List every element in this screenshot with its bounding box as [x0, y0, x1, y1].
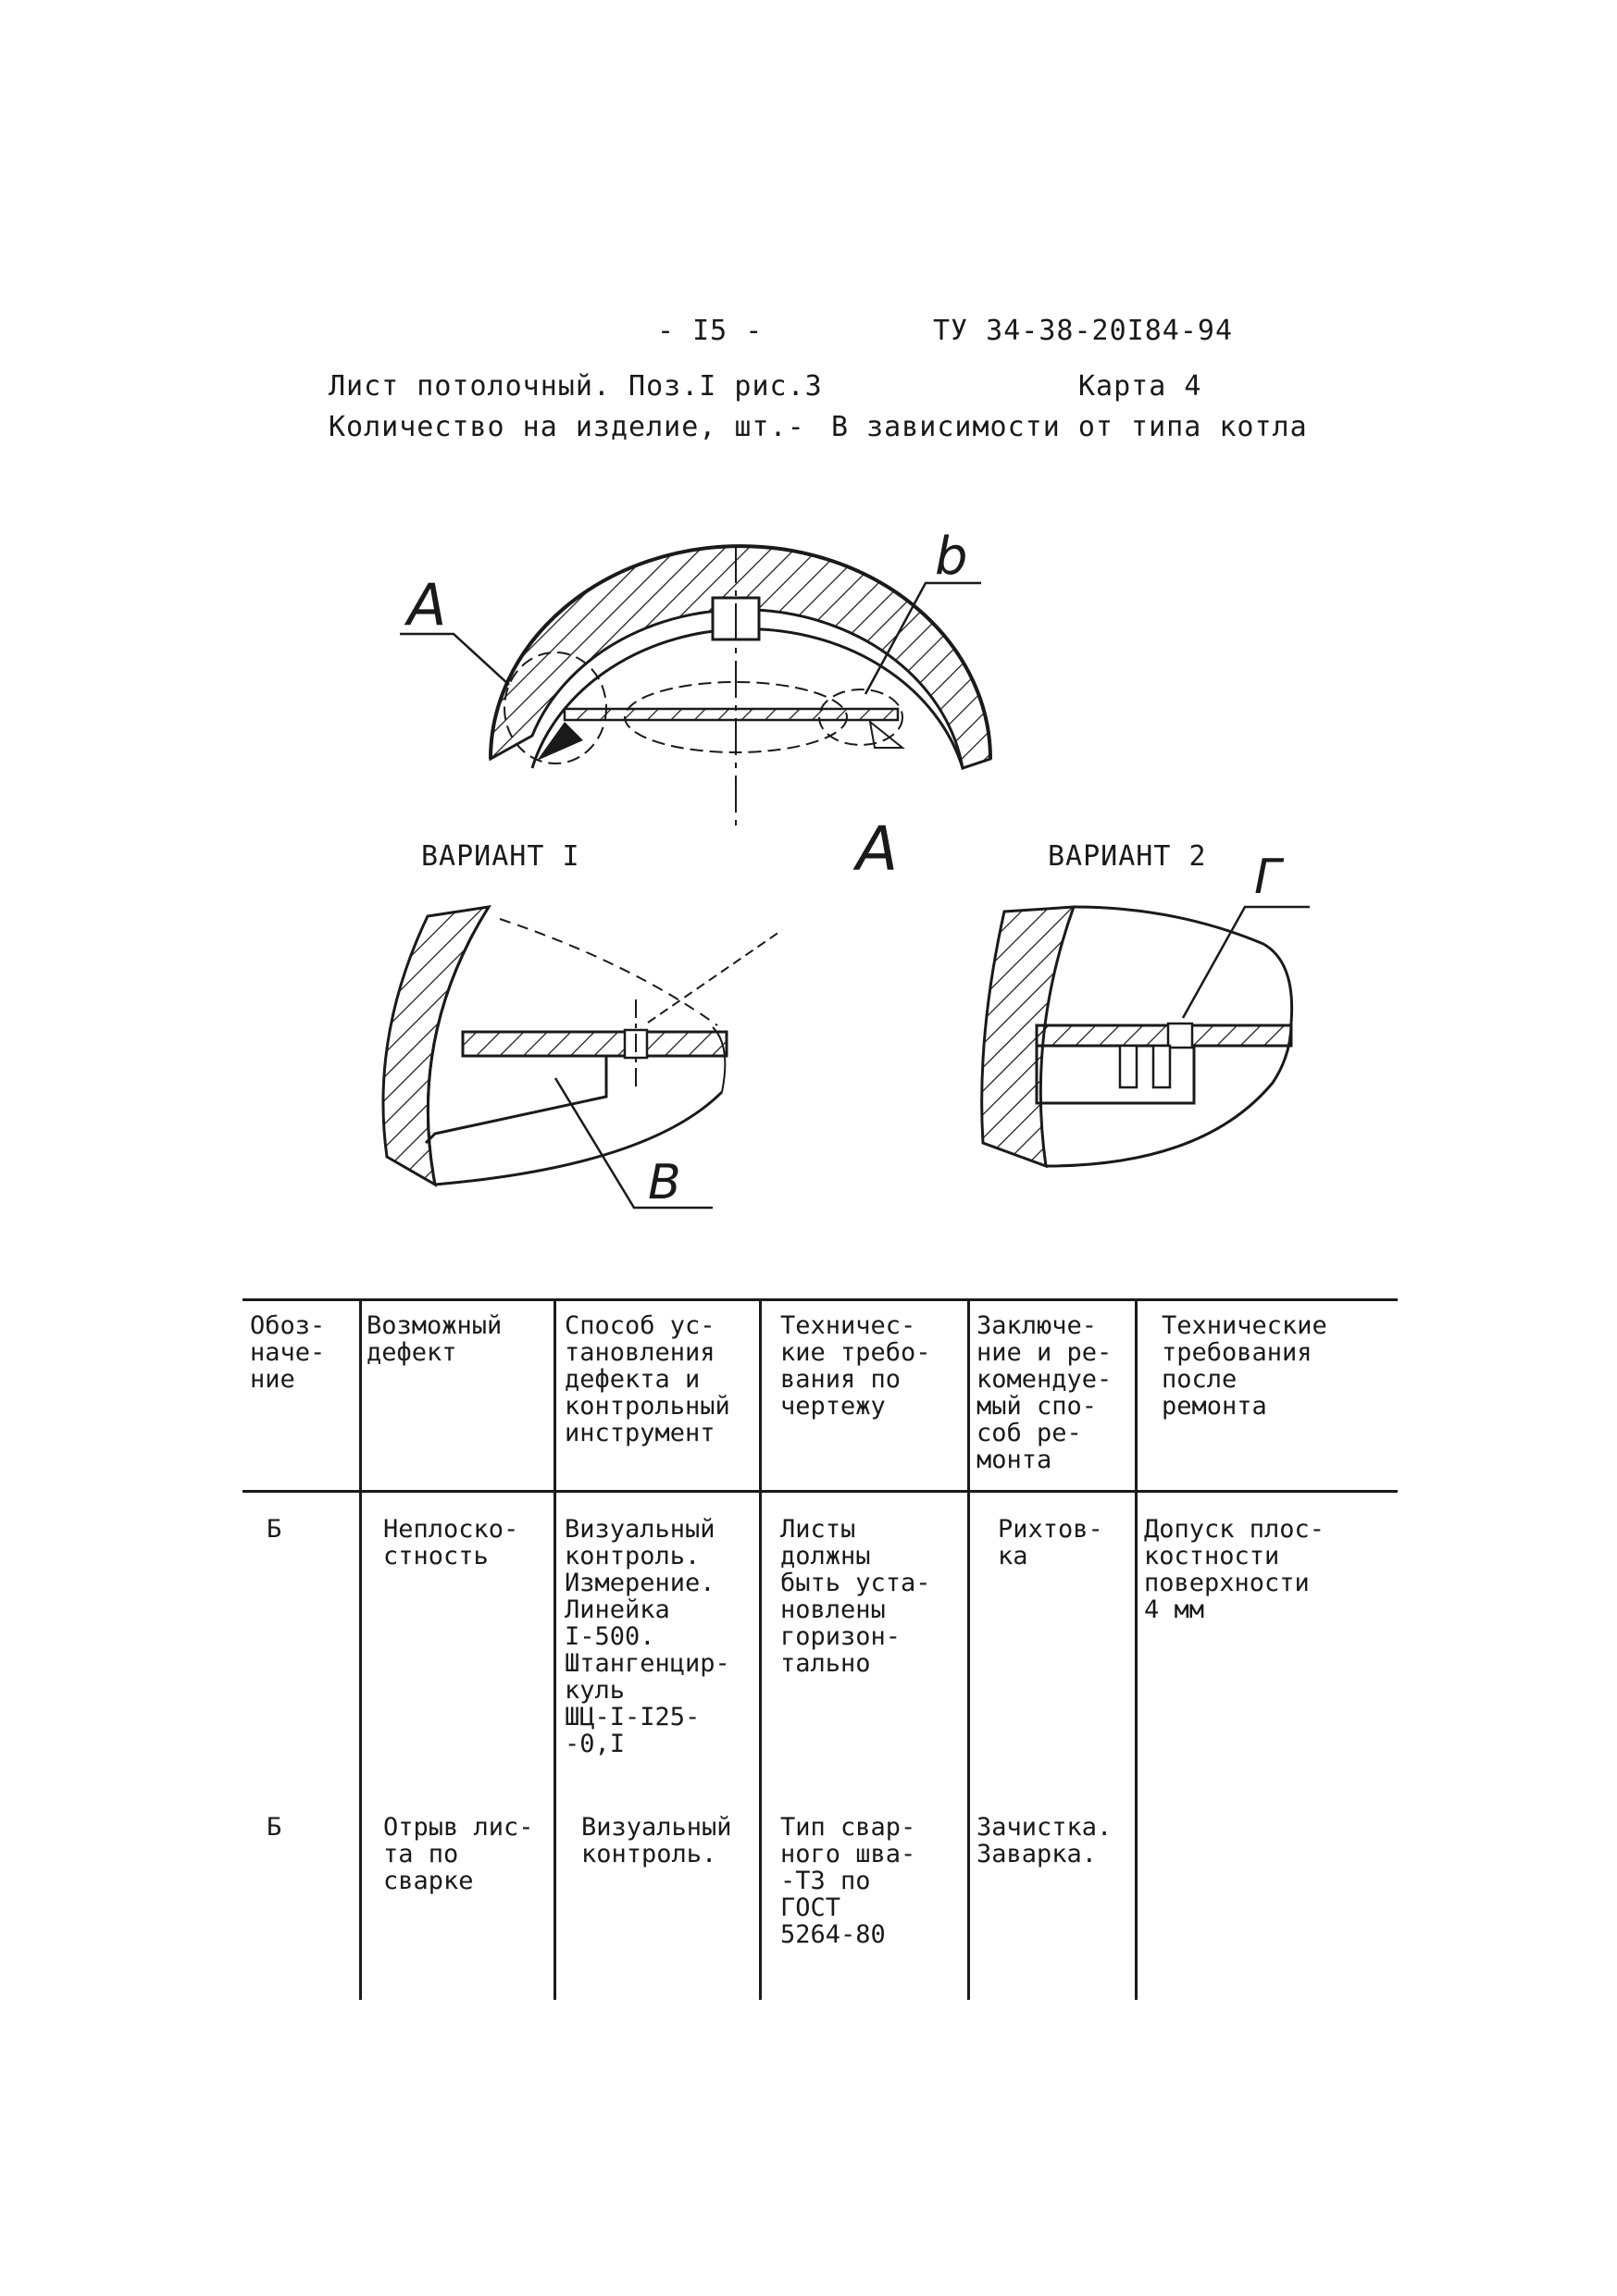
row-2-conclusion: Зачистка. Заварка.	[976, 1813, 1113, 1868]
variant-2-detail	[982, 907, 1310, 1166]
variant-1-detail	[383, 907, 782, 1208]
main-section-view	[400, 546, 990, 833]
row-1-defect: Неплоско- стность	[383, 1515, 519, 1570]
column-divider	[359, 1298, 362, 2000]
column-divider	[554, 1298, 556, 2000]
callout-b: b	[935, 527, 968, 587]
row-2-detection-method: Визуальный контроль.	[581, 1813, 732, 1868]
table-header-rule	[243, 1490, 1398, 1493]
header-drawing-requirements: Техничес- кие требо- вания по чертежу	[780, 1311, 931, 1421]
header-conclusion: Заключе- ние и ре- комендуе- мый спо- соб ре- монта	[976, 1311, 1113, 1474]
row-1-post-repair-requirements: Допуск плос- костности поверхности 4 мм	[1144, 1515, 1325, 1624]
quantity-value: В зависимости от типа котла	[831, 411, 1308, 443]
row-2-defect: Отрыв лис- та по сварке	[383, 1813, 534, 1895]
technical-drawing	[0, 518, 1617, 1447]
detail-view-label: A	[856, 813, 899, 885]
card-number: Карта 4	[1078, 370, 1202, 403]
quantity-label: Количество на изделие, шт.-	[329, 411, 805, 443]
part-title: Лист потолочный. Поз.I рис.3	[329, 370, 823, 403]
header-detection-method: Способ ус- тановления дефекта и контрольный инструмент	[565, 1311, 730, 1447]
variant-1-title: ВАРИАНТ I	[421, 840, 580, 873]
row-1-drawing-requirements: Листы должны быть уста- новлены горизон- тально	[780, 1515, 931, 1678]
callout-g: Г	[1254, 850, 1281, 905]
column-divider	[967, 1298, 970, 2000]
document-code: ТУ 34-38-20I84-94	[933, 315, 1234, 347]
page-number: - I5 -	[657, 315, 764, 347]
callout-v: В	[648, 1155, 681, 1210]
row-1-detection-method: Визуальный контроль. Измерение. Линейка I-500. Штангенцир- куль ШЦ-I-I25- -0,I	[565, 1515, 730, 1758]
row-2-drawing-requirements: Тип свар- ного шва- -ТЗ по ГОСТ 5264-80	[780, 1813, 916, 1949]
row-2-designation: Б	[267, 1813, 282, 1842]
column-divider	[1135, 1298, 1138, 2000]
header-defect: Возможный дефект	[367, 1311, 503, 1367]
row-1-conclusion: Рихтов- ка	[998, 1515, 1103, 1570]
header-designation: Обоз- наче- ние	[250, 1311, 326, 1394]
header-post-repair-requirements: Технические требования после ремонта	[1162, 1311, 1327, 1421]
callout-a: A	[407, 571, 447, 639]
row-1-designation: Б	[267, 1515, 282, 1544]
column-divider	[759, 1298, 762, 2000]
table-top-rule	[243, 1298, 1398, 1301]
variant-2-title: ВАРИАНТ 2	[1048, 840, 1207, 873]
